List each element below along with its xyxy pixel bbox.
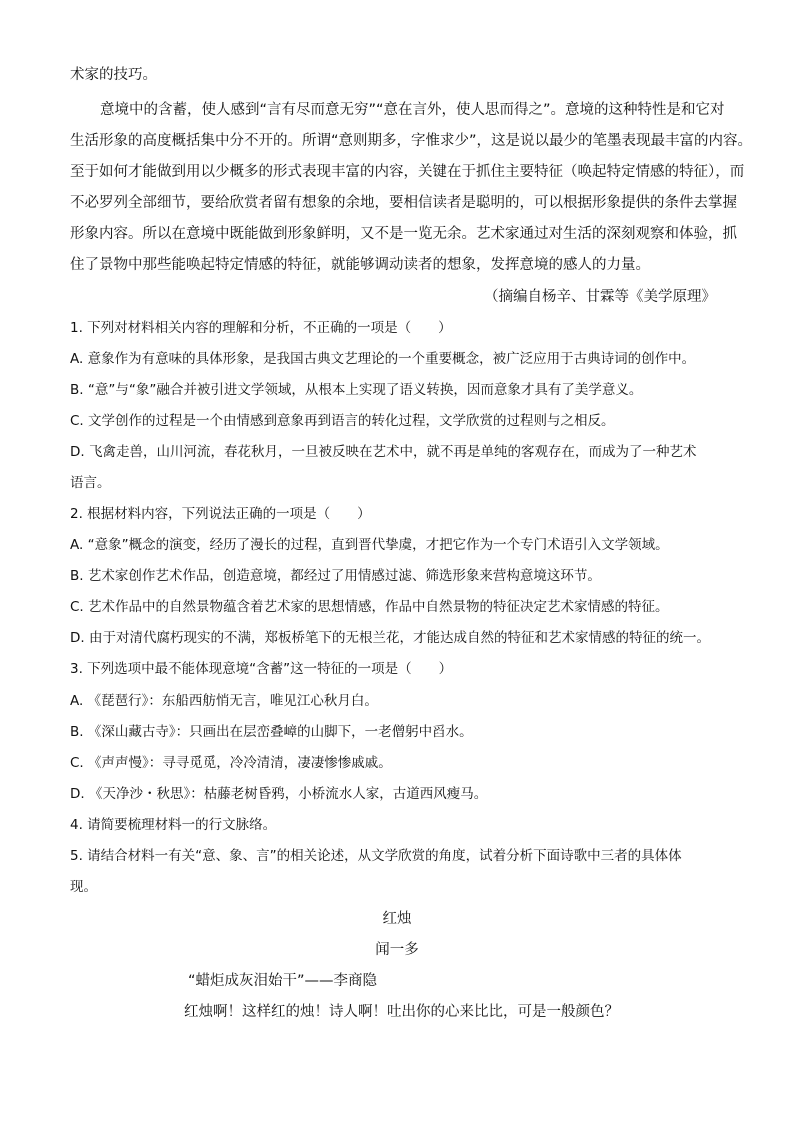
option-2a: A. “意象”概念的演变，经历了漫长的过程，直到晋代挚虞，才把它作为一个专门术语引入文学领域。 [70, 537, 669, 553]
option-3d: D. 《天净沙・秋思》：枯藤老树昏鸦，小桥流水人家，古道西风瘦马。 [70, 786, 488, 802]
passage-line: 形象内容。所以在意境中既能做到形象鲜明，又不是一览无余。艺术家通过对生活的深刻观察和体验，抓 [70, 226, 737, 242]
option-1d: D. 飞禽走兽，山川河流，春花秋月，一旦被反映在艺术中，就不再是单纯的客观存在，而成为了一种艺术 [70, 444, 697, 460]
option-3a: A. 《琵琶行》：东船西舫悄无言，唯见江心秋月白。 [70, 693, 378, 709]
passage-line: 住了景物中那些能唤起特定情感的特征，就能够调动读者的想象，发挥意境的感人的力量。 [70, 257, 650, 273]
question-5: 5. 请结合材料一有关“意、象、言”的相关论述，从文学欣赏的角度，试着分析下面诗歌中三者的具体体 [70, 848, 682, 864]
passage-line: 至于如何才能做到用以少概多的形式表现丰富的内容，关键在于抓住主要特征（唤起特定情感的特征），而 [70, 164, 745, 180]
option-3c: C. 《声声慢》：寻寻觅觅，冷冷清清，凄凄惨惨戚戚。 [70, 755, 392, 771]
option-1a: A. 意象作为有意味的具体形象，是我国古典文艺理论的一个重要概念，被广泛应用于古典诗词的创作中。 [70, 351, 696, 367]
poem-epigraph: “蜡炬成灰泪始干”——李商隐 [188, 973, 378, 989]
question-1: 1. 下列对材料相关内容的理解和分析，不正确的一项是（ ） [70, 320, 452, 336]
option-3b: B. 《深山藏古寺》：只画出在层峦叠嶂的山脚下，一老僧躬中舀水。 [70, 724, 473, 740]
poem-title: 红烛 [382, 911, 412, 927]
question-3: 3. 下列选项中最不能体现意境“含蓄”这一特征的一项是（ ） [70, 661, 453, 677]
option-2d: D. 由于对清代腐朽现实的不满，郑板桥笔下的无根兰花，才能达成自然的特征和艺术家情感的特征的统一。 [70, 630, 710, 646]
option-1d-continued: 语言。 [70, 475, 111, 491]
passage-line: 意境中的含蓄，使人感到“言有尽而意无穷”“意在言外，使人思而得之”。意境的这种特性是和它对 [100, 102, 725, 118]
question-5-continued: 现。 [70, 879, 97, 895]
passage-line: 生活形象的高度概括集中分不开的。所谓“意则期多，字惟求少”，这是说以最少的笔墨表现最丰富的内容。 [70, 133, 753, 149]
passage-line: 不必罗列全部细节，要给欣赏者留有想象的余地，要相信读者是聪明的，可以根据形象提供的条件去掌握 [70, 195, 737, 211]
option-1b: B. “意”与“象”融合并被引进文学领域，从根本上实现了语义转换，因而意象才具有了美学意义。 [70, 382, 643, 398]
question-2: 2. 根据材料内容，下列说法正确的一项是（ ） [70, 506, 371, 522]
poem-author: 闻一多 [375, 942, 419, 958]
passage-line: 术家的技巧。 [70, 67, 157, 83]
source-citation: （摘编自杨辛、甘霖等《美学原理》 [484, 289, 716, 305]
option-1c: C. 文学创作的过程是一个由情感到意象再到语言的转化过程，文学欣赏的过程则与之相反。 [70, 413, 615, 429]
question-4: 4. 请简要梳理材料一的行文脉络。 [70, 817, 277, 833]
poem-line: 红烛啊！这样红的烛！诗人啊！吐出你的心来比比，可是一般颜色？ [184, 1004, 619, 1020]
option-2b: B. 艺术家创作艺术作品，创造意境，都经过了用情感过滤、筛选形象来营构意境这环节。 [70, 568, 601, 584]
option-2c: C. 艺术作品中的自然景物蕴含着艺术家的思想情感，作品中自然景物的特征决定艺术家情感的特征。 [70, 599, 669, 615]
